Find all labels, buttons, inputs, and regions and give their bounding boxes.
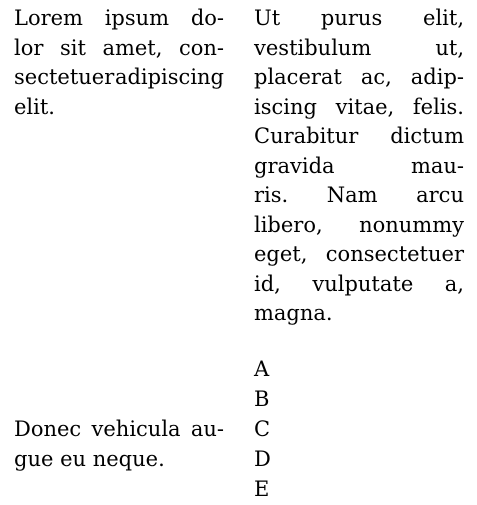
letter-line <box>254 474 464 504</box>
right-para-line <box>254 239 464 269</box>
right-para-line <box>254 92 464 122</box>
word: ac, <box>360 65 392 89</box>
word: neque. <box>92 446 165 471</box>
word: sectetuer <box>14 65 115 89</box>
right-para-line <box>254 151 464 181</box>
word: adip- <box>410 65 464 89</box>
word: Nam <box>326 183 378 207</box>
left-para2-line <box>14 414 224 444</box>
word: ipsum <box>104 6 170 30</box>
word: eu <box>60 446 93 471</box>
word: vulputate <box>312 271 414 296</box>
word: vitae, <box>335 94 395 119</box>
word: vestibulum <box>254 35 372 60</box>
word: Donec <box>14 417 82 441</box>
right-para-line <box>254 62 464 92</box>
word: purus <box>320 6 383 30</box>
word: Lorem <box>14 6 83 30</box>
letter-line <box>254 354 464 384</box>
left-para2-line <box>14 444 224 474</box>
word: nonummy <box>359 212 464 237</box>
word: elit, <box>423 6 464 30</box>
right-para-line <box>254 121 464 151</box>
word: arcu <box>416 183 464 207</box>
word: magna. <box>254 301 333 325</box>
right-para-line <box>254 33 464 63</box>
right-para-line <box>254 298 464 328</box>
word: Ut <box>254 6 281 30</box>
left-para1-line <box>14 3 224 33</box>
word: Curabitur <box>254 124 359 148</box>
word: A <box>254 357 270 381</box>
word: mau- <box>410 153 464 178</box>
right-para-line <box>254 180 464 210</box>
word: libero, <box>254 212 323 237</box>
word: ris. <box>254 183 289 207</box>
left-para1-line <box>14 33 224 63</box>
right-para-line <box>254 269 464 299</box>
word: lor <box>14 35 44 60</box>
word: sit <box>59 35 86 60</box>
word: con- <box>178 35 224 60</box>
right-para-line <box>254 210 464 240</box>
word: adipiscing <box>114 65 224 89</box>
word: iscing <box>254 94 317 119</box>
word: vehicula <box>91 417 181 441</box>
word: amet, <box>102 35 163 60</box>
word: D <box>254 447 271 471</box>
word: au- <box>190 417 224 441</box>
word: id, <box>254 271 281 296</box>
word: E <box>254 477 270 501</box>
word: elit. <box>14 94 55 119</box>
word: a, <box>444 271 464 296</box>
word: felis. <box>412 94 464 119</box>
word: do- <box>190 6 224 30</box>
word: C <box>254 417 271 441</box>
word: ut, <box>435 35 464 60</box>
right-para-line <box>254 3 464 33</box>
word: eget, <box>254 242 308 266</box>
left-para1-line <box>14 92 224 122</box>
word: B <box>254 387 270 411</box>
word: dictum <box>390 124 464 148</box>
letter-line <box>254 384 464 414</box>
letter-line <box>254 414 464 444</box>
word: placerat <box>254 65 342 89</box>
word: gue <box>14 446 61 471</box>
word: consectetuer <box>325 242 464 266</box>
left-para1-line <box>14 62 224 92</box>
letter-line <box>254 444 464 474</box>
word: gravida <box>254 153 335 178</box>
